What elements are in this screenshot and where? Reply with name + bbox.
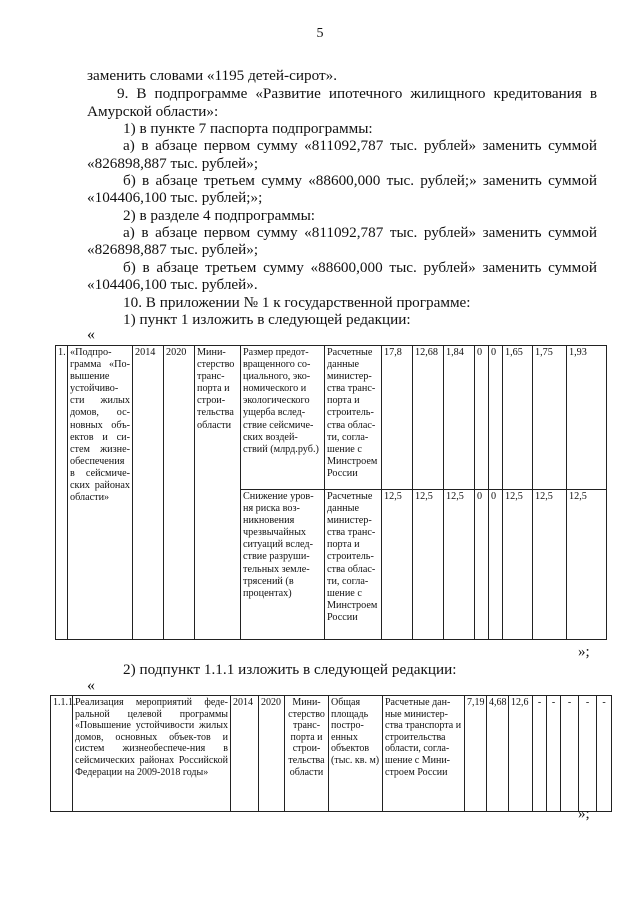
t2-v6: - [561,696,579,812]
t1-end-year: 2020 [164,346,195,640]
text-line-2: 9. В подпрограмме «Развитие ипотечного жилищного кредитования в [117,85,597,102]
t2-v8: - [597,696,612,812]
t2-executor: Мини-стерство транс-порта и строи-тельства области [285,696,329,812]
open-quote-1: « [87,326,95,343]
text-line-6: «826898,887 тыс. рублей»; [87,155,259,172]
text-line-16: 2) подпункт 1.1.1 изложить в следующей редакции: [123,661,457,678]
t2-v7: - [579,696,597,812]
t2-v5: - [547,696,561,812]
page-number: 5 [316,26,324,41]
t1-r2-v5: 0 [489,490,503,640]
t1-num: 1. [56,346,68,640]
t1-r1-v1: 17,8 [382,346,413,490]
t1-r2-v2: 12,5 [413,490,444,640]
t2-start-year: 2014 [231,696,259,812]
t2-name: Реализация мероприятий феде-ральной целевой программы «Повышение устойчивости жилых домов, основных объек-тов и систем жизнеобеспече-ния в сейсмических районах Российской Федерации на 2009-2018 годы» [73,696,231,812]
t1-source-1: Расчетные данные министер-ства транс-порта и строитель-ства облас-ти, согла-шение с Минстроем России [325,346,382,490]
text-line-7: б) в абзаце третьем сумму «88600,000 тыс. рублей;» заменить суммой [123,172,597,189]
t2-v2: 4,68 [487,696,509,812]
text-line-4: 1) в пункте 7 паспорта подпрограммы: [123,120,373,137]
t1-r2-v4: 0 [475,490,489,640]
text-line-11: «826898,887 тыс. рублей»; [87,241,259,258]
t2-end-year: 2020 [259,696,285,812]
t2-source: Расчетные дан-ные министер-ства транспорта и строительства области, согла-шение с Мини-строем России [383,696,465,812]
t1-r1-v2: 12,68 [413,346,444,490]
open-quote-2: « [87,677,95,694]
t1-r1-v4: 0 [475,346,489,490]
t1-r1-v3: 1,84 [444,346,475,490]
t1-name: «Подпро-грамма «По-вышение устойчиво-сти жилых домов, ос-новных объ-ектов и си-стем жизне-обеспечения в сейсмиче-ских районах области» [68,346,133,640]
t1-indicator-2: Снижение уров-ня риска воз-никновения чрезвычайных ситуаций вслед-ствие разруши-тельных земле-трясений (в процентах) [241,490,325,640]
t1-source-2: Расчетные данные министер-ства транс-порта и строитель-ства облас-ти, согла-шение с Минстроем России [325,490,382,640]
text-line-14: 10. В приложении № 1 к государственной программе: [123,294,471,311]
t1-r1-v7: 1,75 [533,346,567,490]
text-line-8: «104406,100 тыс. рублей;»; [87,189,263,206]
text-line-5: а) в абзаце первом сумму «811092,787 тыс. рублей» заменить суммой [123,137,597,154]
t1-r2-v1: 12,5 [382,490,413,640]
table-subpoint-1-1-1 [50,695,612,812]
text-line-13: «104406,100 тыс. рублей». [87,276,258,293]
text-line-15: 1) пункт 1 изложить в следующей редакции: [123,311,411,328]
t2-num: 1.1.1. [51,696,73,812]
t2-v3: 12,6 [509,696,533,812]
close-quote-2: »; [578,806,590,822]
t1-r1-v8: 1,93 [567,346,607,490]
t2-v4: - [533,696,547,812]
t1-start-year: 2014 [133,346,164,640]
text-line-1: заменить словами «1195 детей-сирот». [87,67,337,84]
text-line-12: б) в абзаце третьем сумму «88600,000 тыс. рублей» заменить суммой [123,259,597,276]
t1-r2-v8: 12,5 [567,490,607,640]
t1-r2-v3: 12,5 [444,490,475,640]
text-line-9: 2) в разделе 4 подпрограммы: [123,207,315,224]
t1-r1-v5: 0 [489,346,503,490]
t1-r2-v7: 12,5 [533,490,567,640]
text-line-10: а) в абзаце первом сумму «811092,787 тыс. рублей» заменить суммой [123,224,597,241]
table-point-1 [55,345,607,640]
t1-executor: Мини-стерство транс-порта и строи-тельства области [195,346,241,640]
close-quote-1: »; [578,644,590,660]
t2-v1: 7,19 [465,696,487,812]
text-line-3: Амурской области»: [87,103,219,120]
t1-r2-v6: 12,5 [503,490,533,640]
t2-indicator: Общая площадь постро-енных объектов (тыс. кв. м) [329,696,383,812]
t1-r1-v6: 1,65 [503,346,533,490]
t1-indicator-1: Размер предот-вращенного со-циального, эко-номического и экологического ущерба вслед-ствие сейсмиче-ских воздей-ствий (млрд.руб.) [241,346,325,490]
